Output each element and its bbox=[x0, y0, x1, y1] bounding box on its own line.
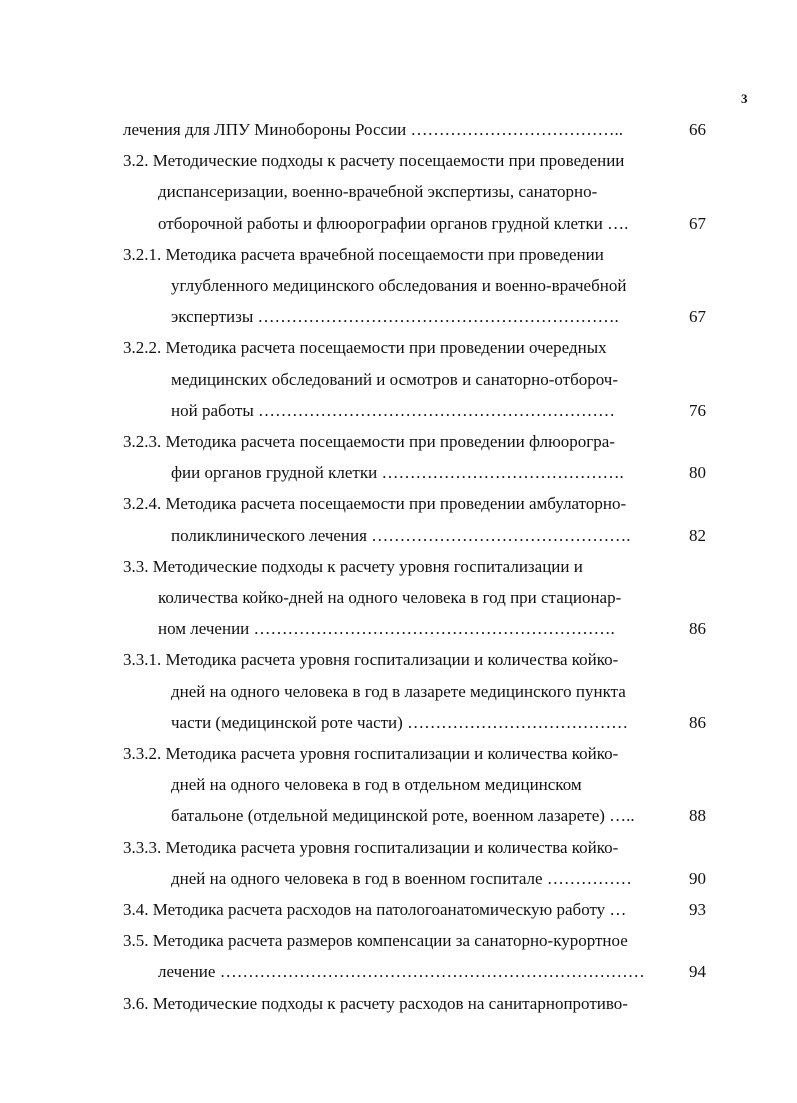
toc-entry-line: 3.3. Методические подходы к расчету уровня госпитализации и bbox=[123, 556, 583, 576]
toc-entry-line: дней на одного человека в год в военном госпитале …………… bbox=[171, 868, 632, 888]
toc-entry-line: 3.4. Методика расчета расходов на патологоанатомическую работу … bbox=[123, 900, 627, 919]
toc-entry-line: ной работы ……………………………………………………… bbox=[171, 400, 616, 420]
toc-entry-line: 3.2.1. Методика расчета врачебной посещаемости при проведении bbox=[123, 244, 604, 264]
toc-entry-line: дней на одного человека в год в лазарете медицинского пункта bbox=[171, 681, 626, 701]
toc-page-number: 80 bbox=[689, 463, 706, 483]
toc-page-number: 94 bbox=[689, 962, 706, 982]
toc-entry-line: фии органов грудной клетки ……………………………………. bbox=[171, 463, 624, 483]
toc-entry-line: диспансеризации, военно-врачебной экспертизы, санаторно- bbox=[158, 182, 598, 202]
toc-entry-line: 3.3.2. Методика расчета уровня госпитализации и количества койко- bbox=[123, 744, 619, 763]
toc-entry-line: экспертизы ………………………………………………………. bbox=[171, 307, 619, 327]
toc-page-number: 90 bbox=[689, 868, 706, 888]
toc-entry-line: 3.3.1. Методика расчета уровня госпитализации и количества койко- bbox=[123, 650, 619, 670]
toc-page-number: 66 bbox=[689, 120, 706, 139]
toc-entry-line: 3.5. Методика расчета размеров компенсации за санаторно-курортное bbox=[123, 931, 628, 951]
toc-page-number: 67 bbox=[689, 307, 706, 327]
toc-page-number: 86 bbox=[689, 712, 706, 732]
toc-entry-line: 3.2.2. Методика расчета посещаемости при проведении очередных bbox=[123, 338, 607, 358]
toc-page-number: 88 bbox=[689, 806, 706, 826]
toc-entry-line: части (медицинской роте части) ………………………………… bbox=[171, 712, 629, 732]
toc-page-number: 93 bbox=[689, 900, 706, 919]
toc-entry-line: 3.2.4. Методика расчета посещаемости при проведении амбулаторно- bbox=[123, 494, 627, 514]
toc-entry-line: медицинских обследований и осмотров и санаторно-отбороч- bbox=[171, 369, 619, 389]
toc-entry-line: 3.6. Методические подходы к расчету расходов на санитарнопротиво- bbox=[123, 993, 628, 1013]
toc-entry-line: 3.2.3. Методика расчета посещаемости при проведении флюорогра- bbox=[123, 432, 615, 451]
toc-entry-line: поликлинического лечения ………………………………………. bbox=[171, 525, 631, 545]
toc-page-number: 76 bbox=[689, 400, 706, 420]
toc-entry-line: 3.3.3. Методика расчета уровня госпитализации и количества койко- bbox=[123, 837, 619, 857]
toc-entry-line: 3.2. Методические подходы к расчету посещаемости при проведении bbox=[123, 151, 625, 171]
toc-entry-line: отборочной работы и флюорографии органов грудной клетки …. bbox=[158, 213, 629, 233]
toc-entry-line: дней на одного человека в год в отдельном медицинском bbox=[171, 775, 582, 795]
toc-page-number: 86 bbox=[689, 619, 706, 639]
page-number: 3 bbox=[741, 91, 748, 106]
toc-page-number: 67 bbox=[689, 213, 706, 233]
toc-entry-line: количества койко-дней на одного человека в год при стационар- bbox=[158, 588, 622, 607]
toc-entry-line: лечение ………………………………………………………………… bbox=[158, 962, 645, 982]
toc-entry-line: ном лечении ………………………………………………………. bbox=[158, 619, 615, 639]
toc-entry-line: углубленного медицинского обследования и военно-врачебной bbox=[171, 276, 627, 295]
toc-page-number: 82 bbox=[689, 525, 706, 545]
toc-entry-line: лечения для ЛПУ Минобороны России ……………………………….. bbox=[123, 120, 623, 139]
toc-entry-line: батальоне (отдельной медицинской роте, военном лазарете) ….. bbox=[171, 806, 635, 826]
